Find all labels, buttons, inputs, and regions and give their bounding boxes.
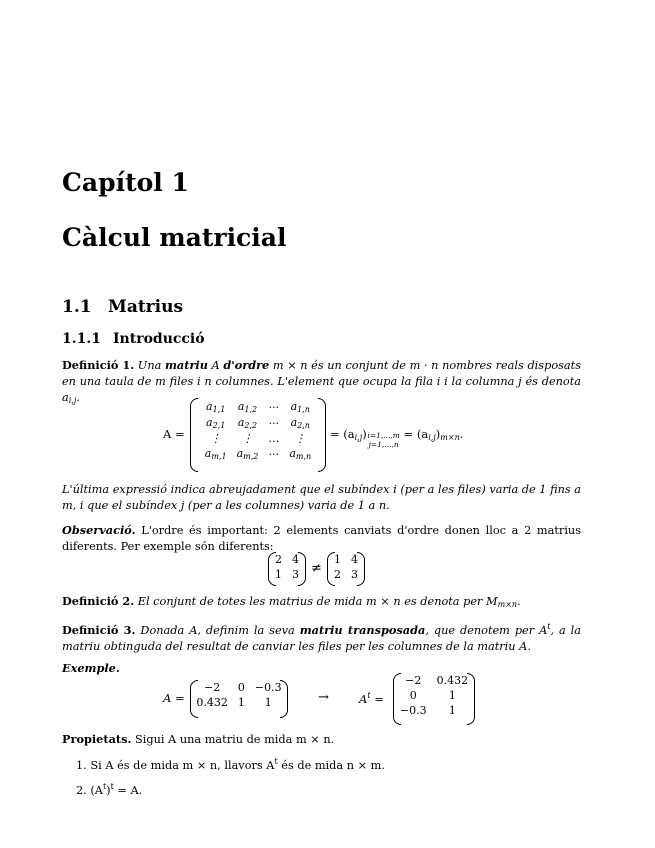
definition-2-set-sub: m×n — [497, 600, 518, 609]
example-label-line — [62, 660, 581, 677]
matrix-cell: ⋮ — [241, 432, 253, 445]
rhs2-end: . — [459, 427, 464, 441]
matrix-cell: ··· — [268, 447, 280, 461]
matrix-cell: $a_{m,2}$ — [236, 447, 259, 461]
matrix-example-2 — [327, 552, 365, 586]
matrix-comparison — [62, 552, 581, 586]
list-item-text: Si A és de mida m × n, llavors A — [90, 759, 275, 772]
definition-2-end: . — [517, 595, 521, 608]
list-item-text-3: = A. — [113, 784, 143, 797]
definition-3-text-3: , a la matriu obtinguda del resultat de canviar les files per les columnes de la matriu A. — [62, 624, 582, 653]
rhs1-index-range — [367, 431, 400, 449]
matrix-cell: −2 — [204, 681, 221, 694]
matrix-cell: 1 — [275, 568, 282, 581]
left-paren — [393, 673, 401, 725]
matrix-cell: $a_{1,n}$ — [290, 400, 310, 414]
matrix-cell: ⋮ — [210, 432, 222, 445]
matrix-cell: 2 — [334, 568, 341, 581]
def1-term-ordre: d'ordre — [223, 358, 270, 372]
matrix-cell: −0.3 — [399, 704, 427, 717]
chapter-label: Capítol 1 — [62, 168, 189, 197]
rhs2-close: ) — [435, 427, 441, 441]
matrix-a-lhs: A = — [163, 427, 185, 441]
definition-3-text-2: , que denotem per A — [425, 624, 548, 637]
chapter-title: Càlcul matricial — [62, 223, 287, 252]
matrix-cell: 1 — [448, 689, 456, 702]
list-item-number: 2. — [76, 784, 87, 797]
matrix-cell: 2 — [275, 553, 282, 566]
rhs2-open: = (a — [403, 427, 429, 441]
definition-2-label: Definició 2. — [62, 594, 135, 608]
subsection-title: Introducció — [113, 331, 205, 347]
rhs2-sub: i,j — [428, 433, 436, 442]
example-lhs2-eq: = — [374, 692, 384, 706]
matrix-a — [190, 398, 326, 472]
matrix-cell: 0.432 — [196, 696, 228, 709]
matrix-cell: $a_{m,1}$ — [204, 447, 227, 461]
right-paren — [318, 398, 326, 472]
matrix-cell: $a_{1,2}$ — [237, 400, 258, 414]
def1-term-matriu: matriu — [164, 358, 208, 372]
example-transpose — [62, 676, 581, 726]
matrix-a-rhs — [330, 427, 463, 449]
observation — [62, 522, 581, 555]
left-paren — [190, 398, 198, 472]
example-matrix-transposed-grid — [395, 673, 473, 718]
matrix-cell: $a_{1,1}$ — [206, 400, 226, 414]
properties-list — [76, 757, 385, 807]
definition-3 — [62, 619, 581, 655]
def1-text-4: . — [76, 391, 80, 404]
properties-label: Propietats. — [62, 732, 132, 746]
matrix-cell: ··· — [268, 416, 280, 430]
properties — [62, 731, 581, 748]
rhs1-index-i: i=1,...,m — [367, 431, 400, 440]
subsection-number: 1.1.1 — [62, 331, 101, 347]
matrix-a-grid — [200, 399, 316, 462]
matrix-cell: −2 — [405, 674, 422, 687]
example-label: Exemple. — [62, 661, 120, 675]
matrix-cell: 1 — [264, 696, 272, 709]
definition-3-term: matriu transposada — [299, 623, 426, 637]
example-matrix-grid — [191, 680, 286, 710]
left-paren — [268, 552, 276, 586]
matrix-cell: ··· — [268, 400, 280, 414]
matrix-cell: 0.432 — [436, 674, 469, 687]
matrix-cell: … — [268, 432, 280, 445]
rhs1-close: ) — [362, 427, 367, 441]
def1-text-2: A — [211, 359, 220, 372]
matrix-cell: 4 — [292, 553, 299, 566]
definition-3-sup: t — [547, 622, 551, 631]
list-item-text-2: és de mida n × m. — [277, 759, 385, 772]
matrix-cell: $a_{2,n}$ — [290, 416, 310, 430]
matrix-a-equation — [62, 396, 581, 474]
list-item-sup: t — [102, 782, 107, 791]
rhs1-open: = (a — [330, 427, 355, 441]
definition-1-label: Definició 1. — [62, 358, 135, 372]
left-paren — [327, 552, 335, 586]
rhs1-index-j: j=1,...,n — [368, 440, 399, 449]
observation-label: Observació. — [62, 523, 136, 537]
matrix-cell: 3 — [292, 568, 299, 581]
def1-subscript: i,j — [68, 396, 77, 405]
observation-text: L'ordre és important: 2 elements canviats d'ordre donen lloc a 2 matrius diferents. Per exemple són diferents: — [62, 524, 582, 553]
rhs2-index: m×n — [440, 433, 460, 442]
matrix-cell: 0 — [409, 689, 417, 702]
subsection-heading — [62, 331, 205, 347]
not-equal-sign: ≠ — [311, 561, 322, 576]
matrix-cell: $a_{2,2}$ — [237, 416, 258, 430]
matrix-cell: $a_{2,1}$ — [206, 416, 226, 430]
matrix-cell: 1 — [334, 553, 341, 566]
definition-3-text-1: Donada A, definim la seva — [140, 624, 295, 637]
matrix-cell: 1 — [237, 696, 245, 709]
matrix-cell: ⋮ — [294, 432, 306, 445]
definition-2 — [62, 593, 581, 613]
list-item-sup: t — [274, 757, 278, 766]
right-paren — [280, 680, 288, 718]
section-title: Matrius — [108, 297, 184, 317]
section-number: 1.1 — [62, 297, 92, 317]
list-item-sup-2: t — [110, 782, 114, 791]
list-item — [76, 782, 385, 797]
example-matrix-transposed — [393, 673, 475, 725]
matrix-cell: 0 — [237, 681, 245, 694]
matrix-cell: $a_{m,n}$ — [289, 447, 312, 461]
left-paren — [190, 680, 198, 718]
matrix-cell: 3 — [351, 568, 358, 581]
matrix-cell: 1 — [448, 704, 456, 717]
example-lhs2-sup: t — [367, 691, 371, 700]
list-item-text-2: ) — [106, 784, 111, 797]
rhs1-sub: i,j — [354, 433, 363, 442]
definition-2-set: M — [486, 595, 498, 608]
arrow-icon: → — [318, 690, 329, 705]
right-paren — [357, 552, 365, 586]
example-matrix — [190, 680, 288, 718]
def1-text-1: Una — [137, 359, 162, 372]
example-lhs — [163, 691, 185, 705]
def1-text-3: m × n és un conjunt de m · n nombres reals disposats en una taula de m files i n columnes. L'element que ocupa la fila i i la columna j és denota a — [62, 359, 581, 404]
example-lhs-text: A = — [163, 691, 185, 705]
list-item-number: 1. — [76, 759, 87, 772]
definition-3-label: Definició 3. — [62, 623, 136, 637]
properties-text: Sigui A una matriu de mida m × n. — [135, 733, 335, 746]
index-note: L'última expressió indica abreujadament que el subíndex i (per a les files) varia de 1 fins a m, i que el subíndex j (per a les columnes) varia de 1 a n. — [62, 483, 581, 512]
section-heading — [62, 297, 183, 317]
matrix-cell: −0.3 — [254, 681, 282, 694]
matrix-example-1 — [268, 552, 306, 586]
list-item — [76, 757, 385, 772]
right-paren — [467, 673, 475, 725]
example-lhs2-a: A — [359, 692, 368, 706]
definition-2-text: El conjunt de totes les matrius de mida m × n es denota per — [137, 595, 487, 608]
matrix-cell: 4 — [351, 553, 358, 566]
example-lhs-2 — [359, 691, 384, 706]
list-item-text: (A — [90, 784, 103, 797]
right-paren — [298, 552, 306, 586]
